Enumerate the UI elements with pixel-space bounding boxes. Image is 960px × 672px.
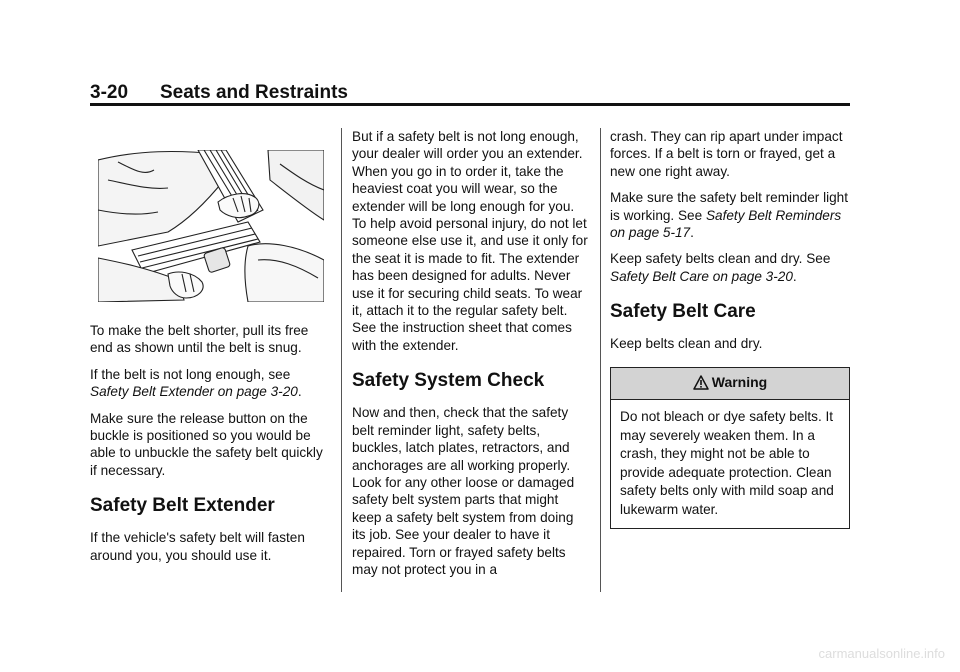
paragraph: But if a safety belt is not long enough, your dealer will order you an extender. When you go in to order it, take the heaviest coat you will wear, so the extender will be long enough for you. To help avoid personal injury, do not let someone else use it, and use it only for the seat it is made to fit. The extender has been designed for adults. Never use it for securing child seats. To wear it, attach it to the regular safety belt. See the instruction sheet that comes with the extender. — [352, 129, 588, 353]
column-1 — [90, 128, 330, 573]
warning-box — [610, 367, 850, 529]
cross-reference-link[interactable]: Safety Belt Extender on page 3-20 — [90, 384, 298, 400]
page-number: 3-20 — [90, 82, 129, 103]
belt-tightening-illustration — [98, 150, 324, 302]
heading-safety-belt-extender: Safety Belt Extender — [90, 495, 275, 517]
page-header — [90, 82, 850, 104]
section-title: Seats and Restraints — [160, 82, 348, 103]
heading-safety-belt-care: Safety Belt Care — [610, 301, 756, 323]
paragraph: If the belt is not long enough, see Safety Belt Extender on page 3-20. — [90, 366, 302, 400]
header-rule — [90, 103, 850, 106]
heading-safety-system-check: Safety System Check — [352, 370, 545, 392]
paragraph: To make the belt shorter, pull its free end as shown until the belt is snug. — [90, 323, 309, 356]
paragraph: Make sure the safety belt reminder light is working. See Safety Belt Reminders on page 5-17. — [610, 190, 849, 241]
column-divider — [600, 128, 601, 592]
column-3 — [610, 128, 850, 529]
column-2 — [352, 128, 590, 587]
watermark: carmanualsonline.info — [818, 646, 945, 661]
paragraph: crash. They can rip apart under impact forces. If a belt is torn or frayed, get a new one right away. — [610, 129, 843, 179]
paragraph: Keep belts clean and dry. — [610, 336, 763, 352]
warning-title: Warning — [711, 373, 768, 390]
cross-reference-link[interactable]: Safety Belt Care on page 3-20 — [610, 268, 793, 284]
warning-header — [611, 368, 849, 400]
warning-body: Do not bleach or dye safety belts. It may severely weaken them. In a crash, they might not be able to provide adequate protection. Clean safety belts only with mild soap and lukewarm water. — [620, 409, 834, 518]
paragraph: Make sure the release button on the buckle is positioned so you would be able to unbuckle the safety belt quickly if necessary. — [90, 410, 323, 478]
column-divider — [341, 128, 342, 592]
paragraph: Keep safety belts clean and dry. See Safety Belt Care on page 3-20. — [610, 251, 831, 284]
paragraph: If the vehicle's safety belt will fasten around you, you should use it. — [90, 530, 305, 563]
paragraph: Now and then, check that the safety belt reminder light, safety belts, buckles, latch plates, retractors, and anchorages are all working properly. Look for any other loose or damaged safety belt system parts that might keep a safety belt system from doing its job. See your dealer to have it repaired. Torn or frayed safety belts may not protect you in a — [352, 405, 575, 577]
cross-reference-link[interactable]: Safety Belt Reminders on page 5-17 — [610, 207, 842, 241]
warning-triangle-icon — [693, 375, 709, 390]
